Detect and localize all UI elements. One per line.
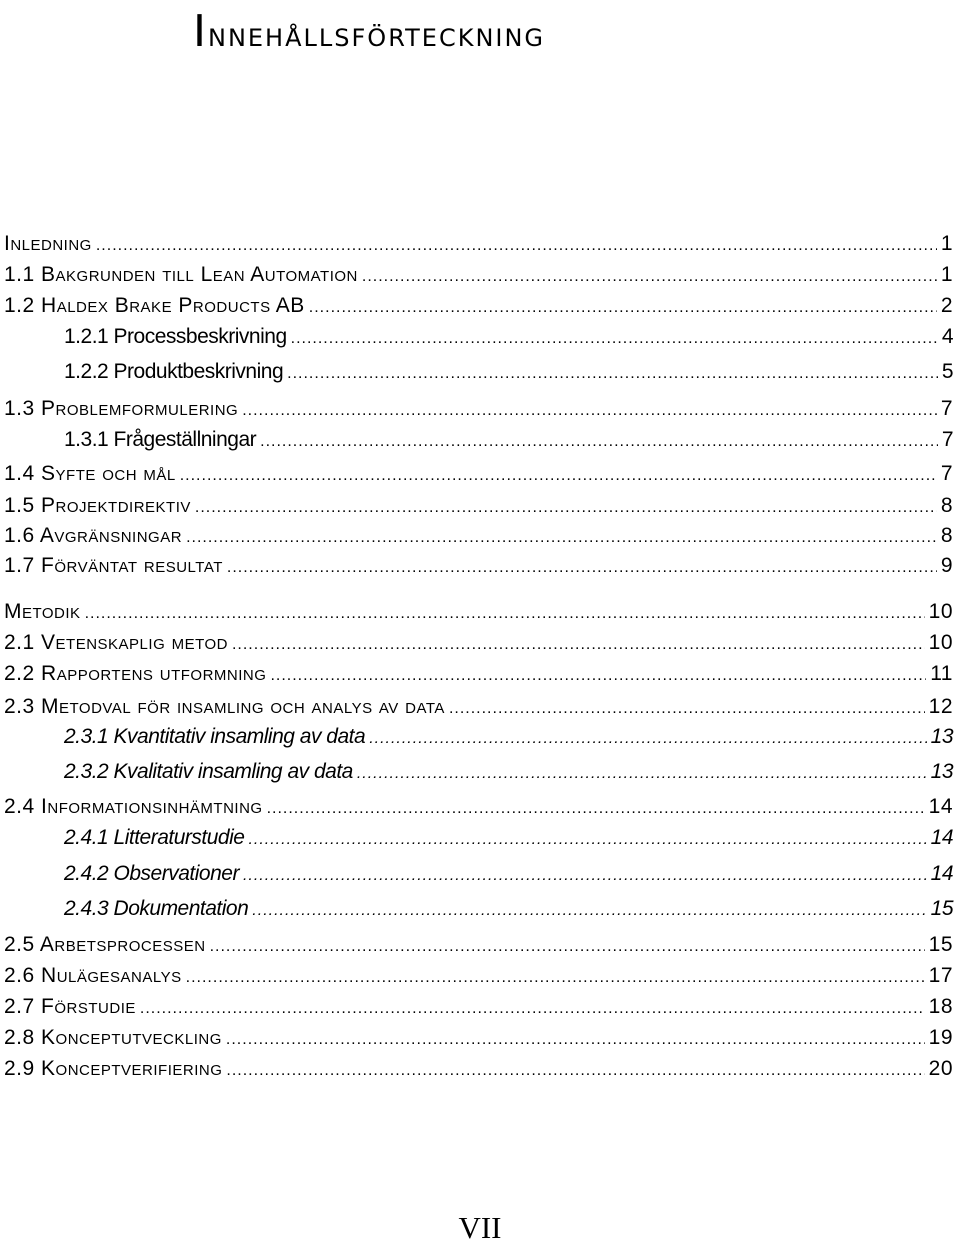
toc-entry[interactable] [4,631,953,655]
toc-entry[interactable] [4,1026,953,1050]
toc-leader [186,969,925,987]
toc-entry-page: 18 [928,995,953,1018]
toc-entry[interactable] [4,795,953,819]
page-number: VII [458,1210,502,1245]
toc-entry-label: 1.5 Projektdirektiv [4,494,191,517]
toc-entry[interactable] [4,964,953,988]
toc-entry-label: 2.6 Nulägesanalys [4,964,182,987]
toc-entry-label: 2.3 Metodval för insamling och analys av data [4,695,445,718]
toc-entry[interactable] [64,360,953,384]
toc-entry-page: 14 [930,862,953,885]
page-title-rest: nnehållsförteckning [207,15,546,55]
toc-leader [180,467,937,485]
toc-leader [210,938,925,956]
toc-entry[interactable] [4,494,953,518]
toc-entry[interactable] [4,294,953,318]
toc-entry[interactable] [64,725,953,749]
toc-leader [186,529,937,547]
toc-entry[interactable] [4,263,953,287]
toc-leader [232,636,925,654]
toc-entry[interactable] [64,862,953,886]
toc-entry-page: 14 [928,795,953,818]
toc-entry-label: 2.2 Rapportens utformning [4,662,267,685]
toc-entry[interactable] [4,524,953,548]
toc-entry[interactable] [64,826,953,850]
toc-entry-label: Inledning [4,232,92,255]
toc-leader [248,831,926,849]
toc-entry-page: 1 [940,263,953,286]
toc-entry[interactable] [4,695,953,719]
toc-entry-page: 15 [928,933,953,956]
toc-leader [362,268,937,286]
toc-leader [226,1031,925,1049]
toc-leader [287,365,938,383]
toc-entry[interactable] [4,1057,953,1081]
toc-entry[interactable] [64,760,953,784]
toc-entry[interactable] [64,428,953,452]
toc-entry-label: 1.6 Avgränsningar [4,524,183,547]
toc-entry-page: 17 [928,964,953,987]
toc-leader [357,765,927,783]
toc-leader [140,1000,925,1018]
toc-entry-page: 15 [930,897,953,920]
toc-leader [227,559,937,577]
toc-entry-page: 10 [928,600,953,623]
toc-entry-label: 1.2.1 Processbeskrivning [64,325,287,348]
toc-entry[interactable] [64,897,953,921]
toc-entry[interactable] [4,462,953,486]
toc-entry[interactable] [4,933,953,957]
toc-entry-label: 1.7 Förväntat resultat [4,554,223,577]
toc-entry-page: 11 [930,662,953,685]
toc-leader [270,667,926,685]
toc-leader [449,700,925,718]
toc-leader [291,330,938,348]
toc-entry-label: 2.3.1 Kvantitativ insamling av data [64,725,366,748]
toc-leader [195,499,937,517]
toc-entry[interactable] [4,397,953,421]
toc-entry-page: 10 [928,631,953,654]
toc-entry-page: 13 [930,725,953,748]
toc-entry-label: 2.1 Vetenskaplig metod [4,631,228,654]
toc-leader [243,867,927,885]
toc-entry-page: 13 [930,760,953,783]
toc-leader [96,237,937,255]
toc-entry[interactable] [4,554,953,578]
toc-entry-page: 8 [940,494,953,517]
toc-entry-page: 7 [940,462,953,485]
toc-entry-page: 9 [940,554,953,577]
toc-entry-label: 2.4.1 Litteraturstudie [64,826,245,849]
toc-entry-label: 2.3.2 Kvalitativ insamling av data [64,760,353,783]
page-title [193,6,545,57]
toc-entry-label: 2.4.2 Observationer [64,862,239,885]
toc-entry[interactable] [4,995,953,1019]
toc-leader [85,605,925,623]
toc-entry-label: 2.4 Informationsinhämtning [4,795,263,818]
toc-entry-label: 2.8 Konceptutveckling [4,1026,222,1049]
toc-entry-page: 5 [941,360,953,383]
toc-leader [260,433,938,451]
toc-entry-page: 19 [928,1026,953,1049]
toc-entry[interactable] [4,232,953,256]
toc-entry-label: 1.4 Syfte och mål [4,462,176,485]
toc-leader [252,902,926,920]
toc-entry-page: 2 [940,294,953,317]
toc-entry[interactable] [4,600,953,624]
toc-entry-page: 14 [930,826,953,849]
toc-entry-label: 1.2.2 Produktbeskrivning [64,360,284,383]
toc-leader [369,730,926,748]
toc-entry-page: 7 [941,428,953,451]
toc-entry-page: 1 [940,232,953,255]
toc-entry-label: 1.3 Problemformulering [4,397,239,420]
page-title-initial: I [193,6,208,57]
toc-leader [226,1062,924,1080]
toc-entry-label: 2.5 Arbetsprocessen [4,933,206,956]
toc-entry-label: 1.3.1 Frågeställningar [64,428,257,451]
toc-entry-page: 12 [928,695,953,718]
toc-entry-page: 20 [928,1057,953,1080]
toc-entry[interactable] [64,325,953,349]
toc-entry-label: 1.2 Haldex Brake Products AB [4,294,305,317]
toc-leader [267,800,925,818]
toc-entry-page: 4 [941,325,953,348]
toc-entry-label: 2.7 Förstudie [4,995,136,1018]
toc-entry-label: Metodik [4,600,81,623]
toc-entry[interactable] [4,662,953,686]
toc-entry-page: 7 [940,397,953,420]
toc-entry-label: 2.4.3 Dokumentation [64,897,249,920]
toc-entry-page: 8 [940,524,953,547]
toc-leader [309,299,937,317]
toc-entry-label: 2.9 Konceptverifiering [4,1057,223,1080]
toc-leader [242,402,937,420]
toc-entry-label: 1.1 Bakgrunden till Lean Automation [4,263,358,286]
